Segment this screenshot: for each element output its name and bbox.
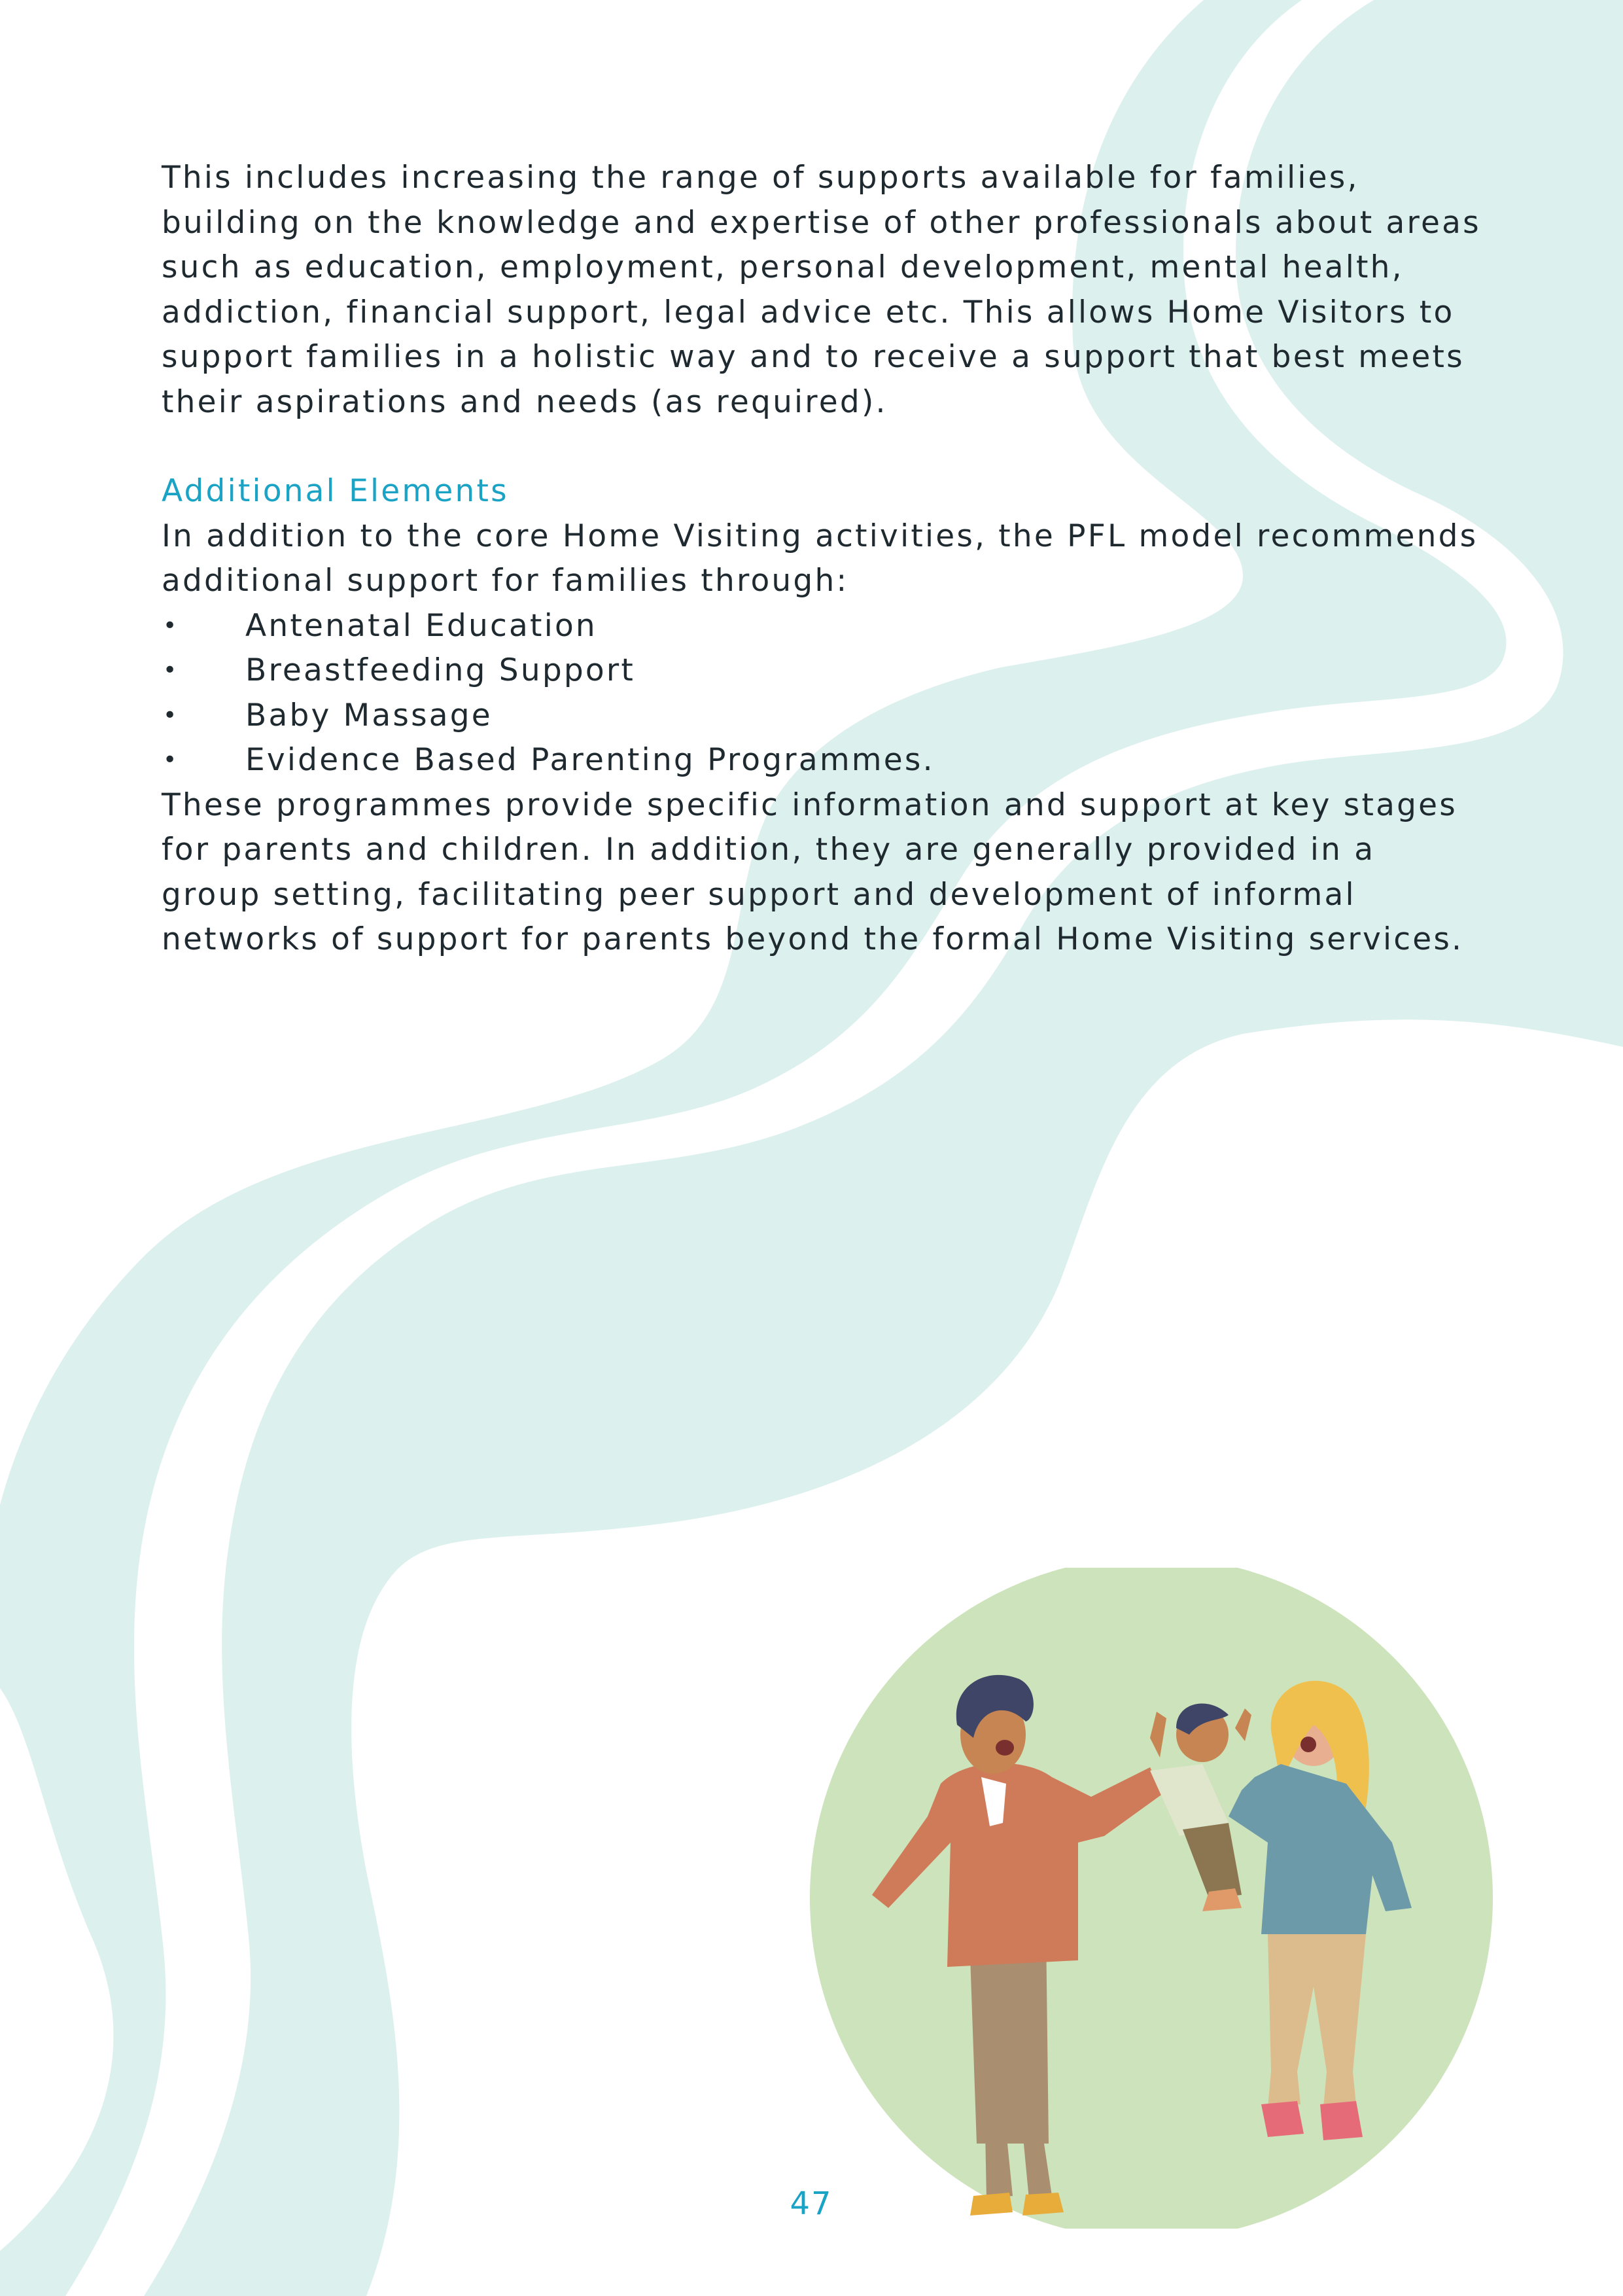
list-item: • Evidence Based Parenting Programmes. bbox=[162, 738, 1483, 783]
section-closing: These programmes provide specific information and support at key stages for parents and children. In addition, they are generally provided in a group setting, facilitating peer support and development of informal networks of support for parents beyond the formal Home Visiting services. bbox=[162, 786, 1464, 957]
main-text bbox=[162, 156, 1483, 963]
page-number: 47 bbox=[790, 2185, 833, 2222]
list-item: • Antenatal Education bbox=[162, 604, 1483, 649]
list-item: • Baby Massage bbox=[162, 694, 1483, 739]
bullet-list bbox=[162, 604, 1483, 783]
section-heading: Additional Elements bbox=[162, 473, 509, 509]
list-item: • Breastfeeding Support bbox=[162, 648, 1483, 694]
paragraph-spacer bbox=[162, 425, 1483, 469]
family-swinging-child-illustration bbox=[810, 1568, 1495, 2229]
intro-paragraph: This includes increasing the range of supports available for families, building on the knowledge and expertise of other professionals about areas such as education, employment, personal development, mental health, addiction, financial support, legal advice etc. This allows Home Visitors to support families in a holistic way and to receive a support that best meets their aspirations and needs (as required). bbox=[162, 160, 1481, 420]
section-lead: In addition to the core Home Visiting activities, the PFL model recommends additional support for families through: bbox=[162, 518, 1478, 599]
